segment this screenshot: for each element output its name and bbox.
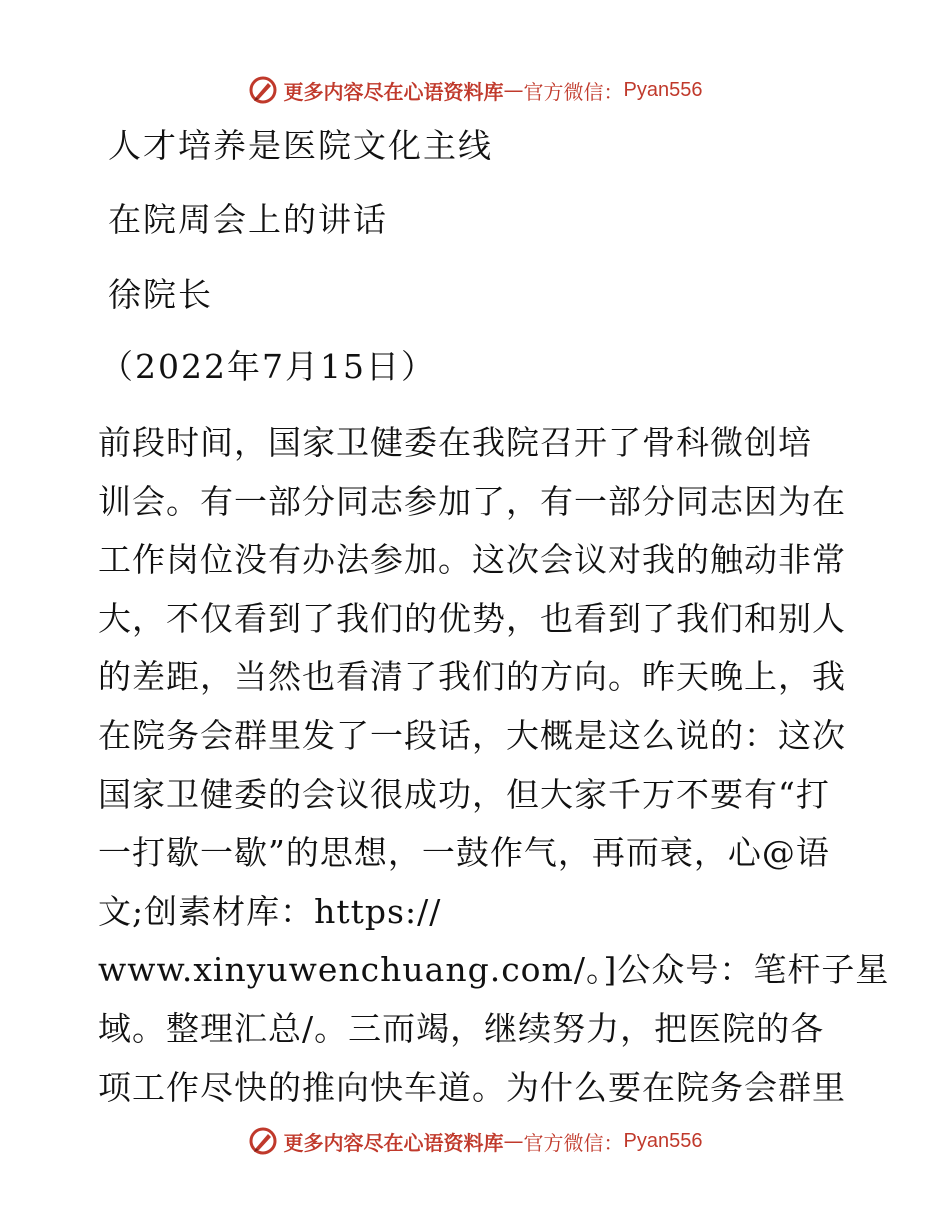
body-line-link: 文;创素材库：https:// <box>98 891 442 931</box>
body-line: 在院务会群里发了一段话，大概是这么说的：这次 <box>98 715 846 755</box>
watermark-dash: — <box>503 78 524 102</box>
watermark-wechat-label: 官方微信： <box>523 1130 624 1155</box>
body-line: 国家卫健委的会议很成功，但大家千万不要有“打 <box>98 774 830 814</box>
watermark-wechat-label: 官方微信： <box>523 79 624 104</box>
watermark-wechat-id: Pyan556 <box>623 1129 703 1152</box>
watermark-dash: — <box>503 1129 524 1153</box>
document-author: 徐院长 <box>108 275 213 314</box>
document-body <box>98 418 890 1121</box>
watermark-wechat-id: Pyan556 <box>623 78 703 101</box>
watermark-site-text: 更多内容尽在心语资料库 <box>283 79 504 104</box>
body-line: 训会。有一部分同志参加了，有一部分同志因为在 <box>98 481 846 521</box>
body-line: 工作岗位没有办法参加。这次会议对我的触动非常 <box>98 540 846 580</box>
document-title: 人才培养是医院文化主线 <box>108 126 493 165</box>
brush-pen-logo-icon <box>248 75 278 105</box>
watermark-site-text: 更多内容尽在心语资料库 <box>283 1130 504 1155</box>
body-line: 一打歇一歇”的思想，一鼓作气，再而衰，心@语 <box>98 833 830 873</box>
body-line: 项工作尽快的推向快车道。为什么要在院务会群里 <box>98 1067 846 1107</box>
footer-watermark <box>0 1121 950 1161</box>
body-line: 前段时间，国家卫健委在我院召开了骨科微创培 <box>98 423 812 462</box>
body-line: 的差距，当然也看清了我们的方向。昨天晚上，我 <box>98 657 846 697</box>
header-watermark <box>0 70 950 110</box>
body-line: 域。整理汇总/。三而竭，继续努力，把医院的各 <box>98 1008 825 1048</box>
brush-pen-logo-icon <box>248 1126 278 1156</box>
body-line: 大，不仅看到了我们的优势，也看到了我们和别人 <box>98 598 846 638</box>
body-line-link: www.xinyuwenchuang.com/。]公众号：笔杆子星 <box>98 950 890 990</box>
document-subtitle: 在院周会上的讲话 <box>108 200 388 239</box>
document-date: （2022年7月15日） <box>100 347 436 386</box>
